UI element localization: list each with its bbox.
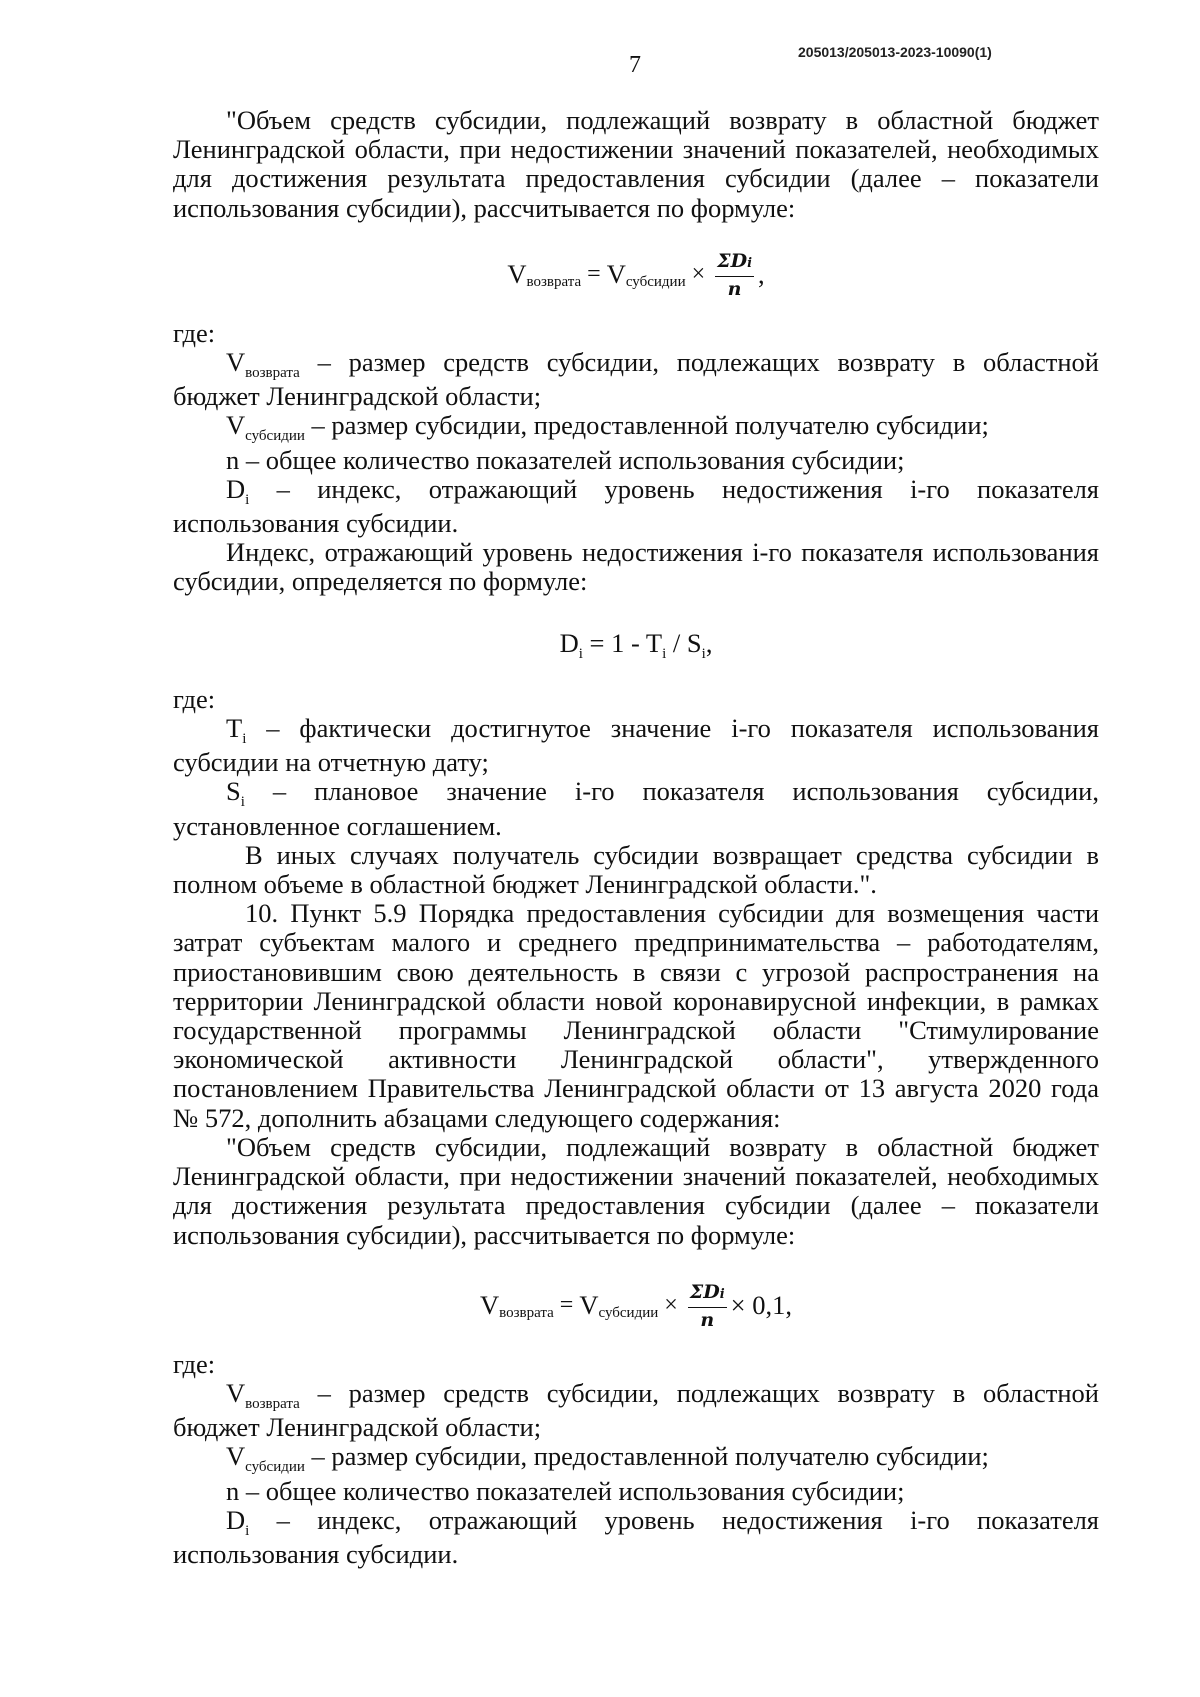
- def-s: $S_i$ – плановое значение i-го показателя использования субсидии, установленное соглашением.: [173, 776, 1099, 841]
- def-v-subsidy: $V_{субсидии}$ – размер субсидии, предоставленной получателю субсидии;: [226, 410, 989, 445]
- fraction-numerator-sub: i: [747, 255, 753, 271]
- paragraph-other-cases: В иных случаях получатель субсидии возвращает средства субсидии в полном объеме в областной бюджет Ленинградской области.".: [173, 839, 1099, 900]
- paragraph-intro-1: "Объем средств субсидии, подлежащий возврату в областной бюджет Ленинградской области, при недостижении значений показателей, необходимых для достижения результата предоставления субсидии (далее – показатели использования субсидии), рассчитывается по формуле:: [173, 105, 1099, 223]
- document-body: [173, 106, 1099, 1569]
- paragraph-intro-2: "Объем средств субсидии, подлежащий возврату в областной бюджет Ленинградской области, при недостижении значений показателей, необходимых для достижения результата предоставления субсидии (далее – показатели использования субсидии), рассчитывается по формуле:: [173, 1131, 1099, 1250]
- formula-sub-subsidy: субсидии: [625, 274, 686, 291]
- document-id: 205013/205013-2023-10090(1): [798, 44, 992, 60]
- where-label-3: где:: [173, 1348, 216, 1379]
- paragraph-index-intro: Индекс, отражающий уровень недостижения i-го показателя использования субсидии, определяется по формуле:: [173, 537, 1099, 597]
- def-v-return: $V_{возврата}$ – размер средств субсидии, подлежащих возврату в областной бюджет Ленинградской области;: [173, 347, 1099, 412]
- formula-eq: =: [587, 261, 601, 288]
- fraction-denominator: n: [727, 277, 742, 300]
- formula-tail-2: × 0,1,: [730, 1290, 792, 1321]
- formula-times: ×: [691, 261, 706, 288]
- def-d-2: $D_i$ – индекс, отражающий уровень недостижения i-го показателя использования субсидии.: [173, 1504, 1099, 1569]
- formula-v2: V: [606, 259, 626, 290]
- formula-d: $D_i = 1 - T_i / S_i$,: [559, 627, 713, 662]
- def-n: n – общее количество показателей использования субсидии;: [226, 444, 905, 475]
- formula-tail: ,: [758, 259, 765, 290]
- def-t: $T_i$ – фактически достигнутое значение i-го показателя использования субсидии на отчетную дату;: [173, 713, 1099, 778]
- where-label-2: где:: [173, 683, 216, 714]
- where-label: где:: [173, 317, 216, 348]
- def-d: $D_i$ – индекс, отражающий уровень недостижения i-го показателя использования субсидии.: [173, 473, 1099, 539]
- def-n-2: n – общее количество показателей использования субсидии;: [226, 1475, 905, 1506]
- formula-fraction: [715, 249, 754, 301]
- def-v-subsidy-2: $V_{субсидии}$ – размер субсидии, предоставленной получателю субсидии;: [226, 1441, 989, 1476]
- formula-fraction-2: $\frac{\text{ΣDi}}{n}$: [689, 1280, 725, 1331]
- formula-return-1: [173, 249, 1099, 301]
- formula-sub-return: возврата: [526, 274, 582, 291]
- page-number: 7: [629, 52, 641, 78]
- fraction-numerator: ΣD: [717, 249, 748, 272]
- def-v-return-2: $V_{возврата}$ – размер средств субсидии, подлежащих возврату в областной бюджет Ленинградской области;: [173, 1377, 1099, 1443]
- formula-return-2: V возврата = V субсидии × $\frac{\text{ΣDi}}{n}$ × 0,1,: [480, 1280, 792, 1331]
- formula-v: V: [507, 259, 527, 290]
- paragraph-item-10: 10. Пункт 5.9 Порядка предоставления субсидии для возмещения части затрат субъектам малого и среднего предпринимательства – работодателям, приостановившим свою деятельность в связи с угрозой распространения на территории Ленинградской области новой коронавирусной инфекции, в рамках государственной программы Ленинградской области "Стимулирование экономической активности Ленинградской области", утвержденного постановлением Правительства Ленинградской области от 13 августа 2020 года № 572, дополнить абзацами следующего содержания:: [173, 898, 1099, 1133]
